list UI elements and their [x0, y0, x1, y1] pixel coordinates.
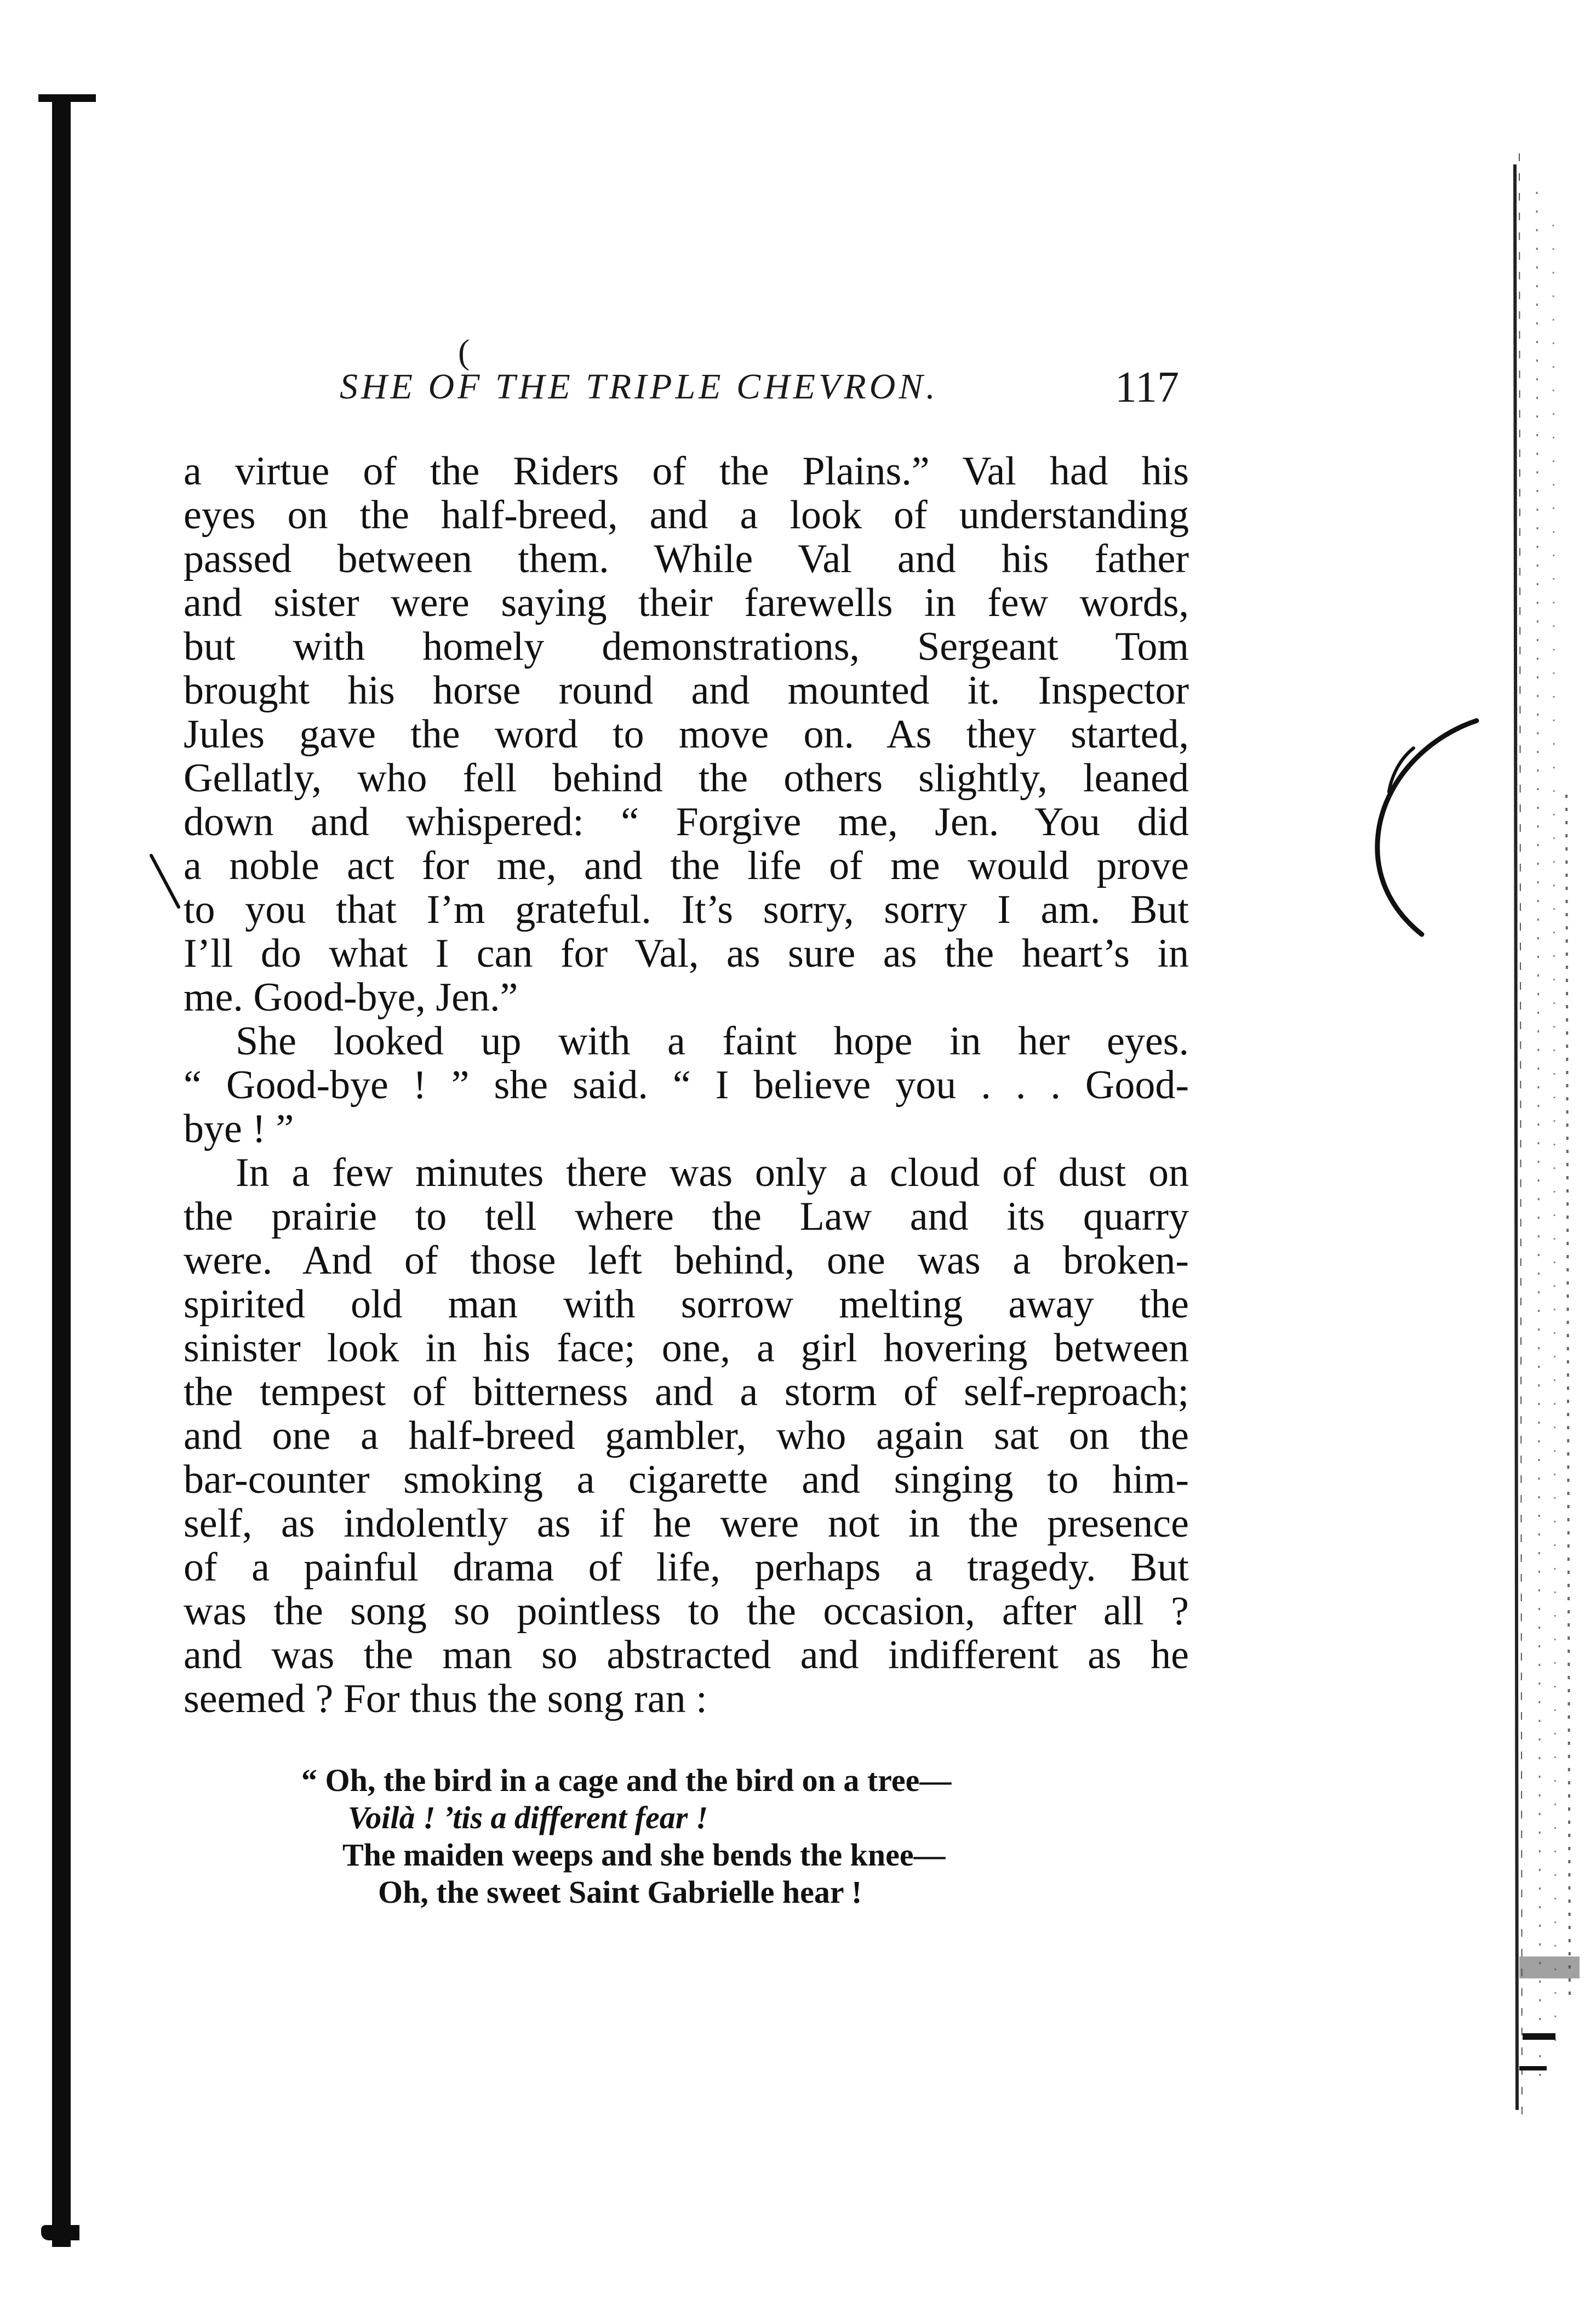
paragraph [184, 1019, 1189, 1151]
text-line: was the song so pointless to the occasion, after all ? [184, 1589, 1189, 1634]
text-line: seemed ? For thus the song ran : [184, 1676, 707, 1721]
scanned-margin-edge [1410, 82, 1596, 2220]
text-line: and one a half-breed gambler, who again sat on the [184, 1413, 1189, 1458]
text-line: She looked up with a faint hope in her eyes. [236, 1019, 1189, 1064]
text-line: me. Good-bye, Jen.” [184, 975, 518, 1020]
handwritten-mark-top: ( [458, 332, 470, 371]
page-number: 117 [1115, 363, 1180, 412]
song-verse [301, 1762, 1123, 1911]
binding-edge [52, 96, 71, 2247]
text-line: “ Good-bye ! ” she said. “ I believe you . . . Good- [184, 1063, 1189, 1108]
handwritten-slash-mark [147, 852, 185, 918]
text-line: of a painful drama of life, perhaps a tragedy. But [184, 1545, 1189, 1590]
text-line: to you that I’m grateful. It’s sorry, sorry I am. But [184, 887, 1189, 932]
text-line: and sister were saying their farewells in few words, [184, 580, 1189, 625]
text-line: a noble act for me, and the life of me would prove [184, 843, 1189, 888]
text-line: down and whispered: “ Forgive me, Jen. You did [184, 800, 1189, 845]
verse-line: “ Oh, the bird in a cage and the bird on a tree— [301, 1762, 952, 1798]
text-line: brought his horse round and mounted it. Inspector [184, 668, 1189, 713]
verse-line: Oh, the sweet Saint Gabrielle hear ! [378, 1874, 862, 1910]
text-line: I’ll do what I can for Val, as sure as the heart’s in [184, 931, 1189, 976]
text-line: sinister look in his face; one, a girl hovering between [184, 1326, 1189, 1371]
body-text [184, 449, 1189, 1721]
text-line: Gellatly, who fell behind the others slightly, leaned [184, 756, 1189, 801]
text-line: the prairie to tell where the Law and its quarry [184, 1194, 1189, 1239]
binding-edge-foot [41, 2225, 79, 2240]
verse-line: Voilà ! ’tis a different fear ! [348, 1800, 708, 1835]
handwritten-bracket-mark [1362, 715, 1488, 945]
text-line: were. And of those left behind, one was a broken- [184, 1238, 1189, 1283]
text-line: self, as indolently as if he were not in the presence [184, 1501, 1189, 1546]
text-line: eyes on the half-breed, and a look of understanding [184, 493, 1189, 538]
text-line: bar-counter smoking a cigarette and singing to him- [184, 1457, 1189, 1502]
verse-line: The maiden weeps and she bends the knee— [342, 1837, 946, 1873]
text-line: Jules gave the word to move on. As they started, [184, 712, 1189, 757]
text-line: bye ! ” [184, 1106, 294, 1151]
text-line: In a few minutes there was only a cloud of dust on [236, 1150, 1189, 1195]
text-line: but with homely demonstrations, Sergeant Tom [184, 624, 1189, 669]
running-head: SHE OF THE TRIPLE CHEVRON. [340, 367, 939, 407]
paragraph [184, 1151, 1189, 1721]
text-line: and was the man so abstracted and indifferent as he [184, 1633, 1189, 1678]
paragraph [184, 449, 1189, 1019]
text-line: spirited old man with sorrow melting away the [184, 1282, 1189, 1327]
text-line: the tempest of bitterness and a storm of self-reproach; [184, 1370, 1189, 1414]
text-line: passed between them. While Val and his father [184, 537, 1189, 581]
text-line: a virtue of the Riders of the Plains.” Val had his [184, 449, 1189, 494]
